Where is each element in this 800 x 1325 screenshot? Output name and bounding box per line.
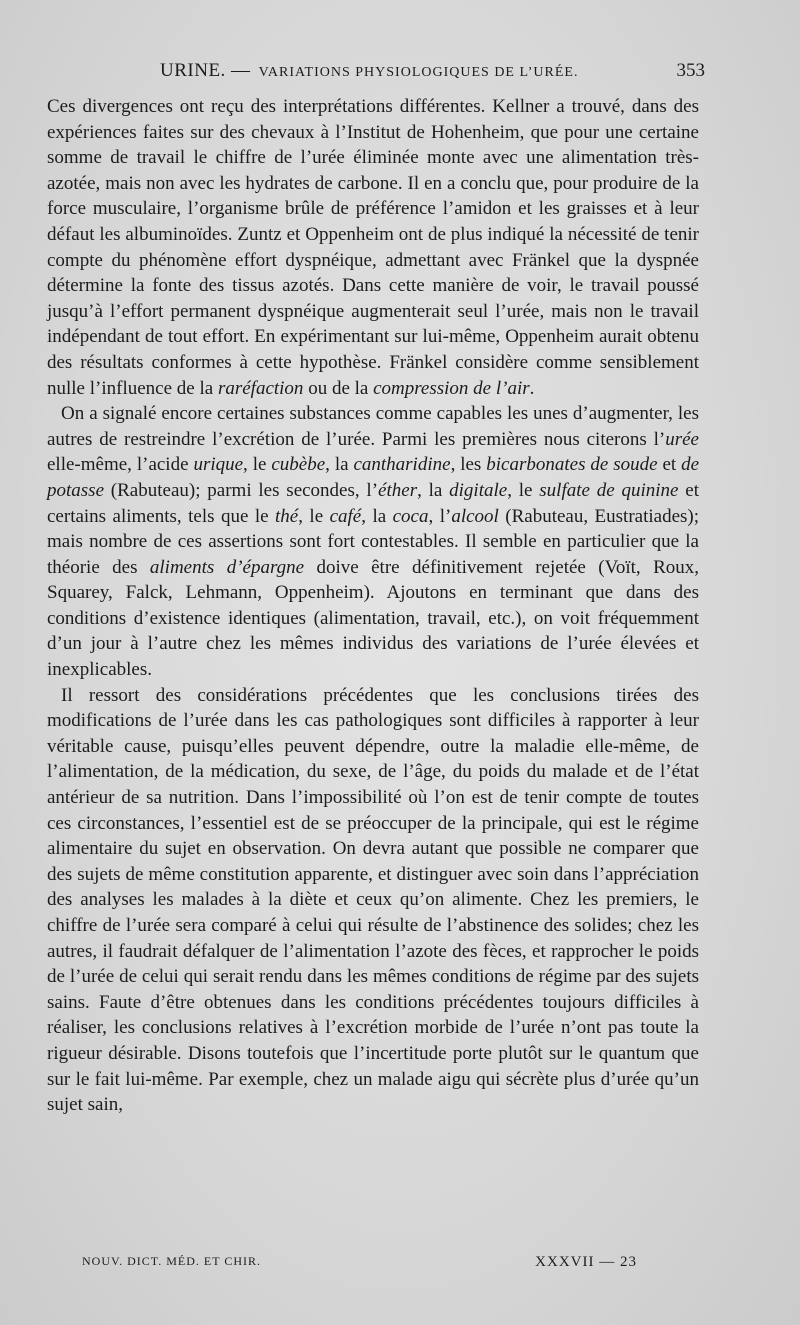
italic-term: cantharidine [353, 454, 451, 476]
text-run: . [529, 377, 535, 399]
text-run: , le [298, 505, 330, 527]
italic-term: digitale [449, 479, 508, 501]
text-run: Ces divergences ont reçu des interprétations différentes. Kellner a trouvé, dans des expériences faites sur des chevaux à l’Institut de Hohenheim, que pour une certaine somme de travail le chiffre de l’urée éliminée monte avec une alimentation très-azotée, mais non avec les hydrates de carbone. Il en a conclu que, pour produire de la force musculaire, l’organisme brûle de préférence l’amidon et les graisses et à leur défaut les albuminoïdes. Zuntz et Oppenheim ont de plus indiqué la nécessité de tenir compte du phénomène effort dyspnéique, admettant avec Fränkel que la dyspnée détermine la fonte des tissus azotés. Dans cette manière de voir, le travail poussé jusqu’à l’effort permanent dyspnéique augmenterait seul l’urée, mais non le travail indépendant de tout effort. En expérimentant sur lui-même, Oppenheim aurait obtenu des résultats conformes à cette hypothèse. Fränkel considère comme sensiblement nulle l’influence de la [47, 96, 699, 399]
text-run: doive être définitivement rejetée (Voït, Roux, Squarey, Falck, Lehmann, Oppenheim). Ajoutons en terminant que dans des conditions d’existence identiques (alimentation, travail, etc.), on voit fréquemment d’un jour à l’autre chez les mêmes individus des variations de l’urée élevées et inexplicables. [47, 556, 699, 681]
text-run: et [657, 454, 682, 476]
italic-term: éther [378, 479, 418, 501]
italic-term: de potasse [47, 454, 700, 501]
text-run: , la [361, 505, 393, 527]
italic-term: thé [275, 505, 299, 527]
text-run: , le [507, 479, 540, 501]
text-run: , les [450, 454, 487, 476]
footer-signature: NOUV. DICT. MÉD. ET CHIR. [82, 1254, 262, 1268]
text-run: (Rabuteau); parmi les secondes, l’ [104, 479, 379, 501]
italic-term: urique [193, 454, 244, 476]
running-header [160, 60, 705, 82]
footer-volume-sheet: XXXVII — 23 [535, 1254, 637, 1270]
italic-term: alcool [451, 505, 499, 527]
italic-term: raréfaction [217, 377, 304, 399]
paragraph-1 [47, 94, 699, 401]
text-run: , la [325, 454, 354, 476]
paragraph-3 [47, 683, 699, 1118]
italic-term: compression de l’air [373, 377, 530, 399]
page-number: 353 [676, 60, 705, 81]
text-run: ou de la [303, 377, 374, 399]
text-run: (Rabuteau, Eustratiades); mais nombre de ces assertions sont fort contestables. Il semble en particulier que la théorie des [47, 505, 700, 578]
text-run: Il ressort des considérations précédentes que les conclusions tirées des modifications de l’urée dans les cas pathologiques sont difficiles à rapporter à leur véritable cause, puisqu’elles peuvent dépendre, outre la maladie elle-même, de l’alimentation, de la médication, du sexe, de l’âge, du poids du malade et de l’état antérieur de sa nutrition. Dans l’impossibilité où l’on est de tenir compte de toutes ces circonstances, l’essentiel est de se préoccuper de la principale, qui est le régime alimentaire du sujet en observation. On devra autant que possible ne comparer que des sujets de même constitution apparente, et distinguer avec soin dans l’appréciation des analyses les malades à la diète et ceux qu’on alimente. Chez les premiers, le chiffre de l’urée sera comparé à celui qui résulte de l’abstinence des solides; chez les autres, il faudrait défalquer de l’alimentation l’azote des fèces, et rapprocher le poids de l’urée de celui qui serait rendu dans les mêmes conditions de régime par des sujets sains. Faute d’être obtenues dans les conditions précédentes toujours difficiles à réaliser, les conclusions relatives à l’excrétion morbide de l’urée n’ont pas toute la rigueur désirable. Disons toutefois que l’incertitude porte plutôt sur le quantum que sur le fait lui-même. Par exemple, chez un malade aigu qui sécrète plus d’urée qu’un sujet sain, [47, 684, 699, 1116]
italic-term: cubèbe [271, 454, 326, 476]
italic-term: café [329, 505, 362, 527]
paragraph-2 [47, 401, 699, 683]
italic-term: aliments d’épargne [149, 556, 305, 578]
running-subtitle: VARIATIONS PHYSIOLOGIQUES DE L’URÉE. [258, 65, 579, 80]
page-footer [82, 1254, 637, 1271]
italic-term: sulfate de quinine [539, 479, 679, 501]
body-text [47, 94, 699, 1118]
italic-term: coca [392, 505, 429, 527]
text-run: On a signalé encore certaines substances comme capables les unes d’augmenter, les autres de restreindre l’excrétion de l’urée. Parmi les premières nous citerons l’ [47, 403, 699, 450]
italic-term: urée [665, 428, 699, 450]
text-run: , l’ [428, 505, 452, 527]
text-run: et certains aliments, tels que le [47, 479, 699, 527]
text-run: , le [243, 454, 272, 476]
italic-term: bicarbonates de soude [486, 454, 658, 476]
text-run: elle-même, l’acide [47, 454, 194, 476]
running-title: URINE. — [160, 60, 251, 81]
text-run: , la [417, 479, 450, 501]
